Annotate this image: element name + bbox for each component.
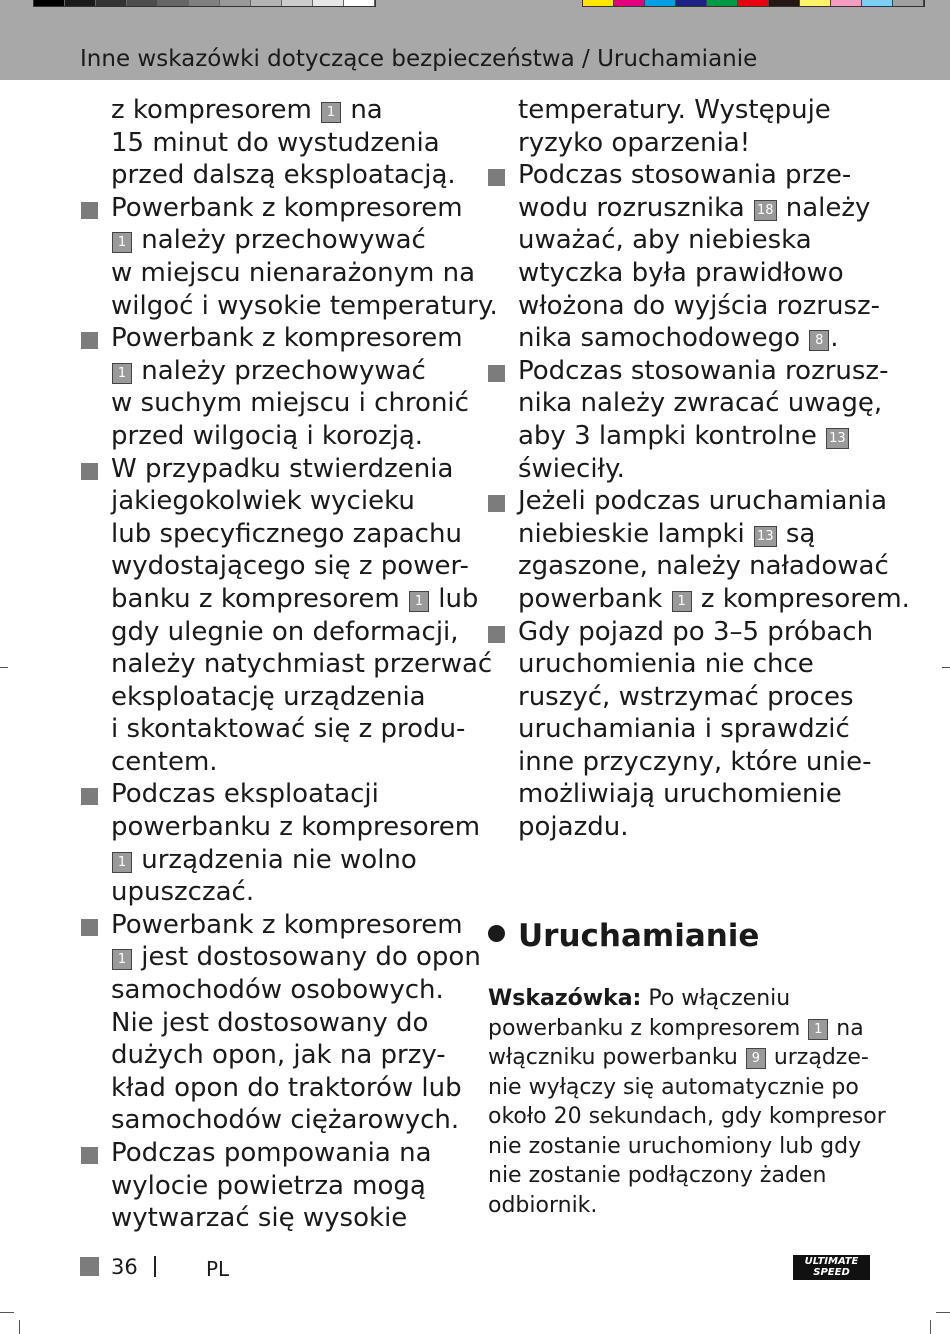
text-line bbox=[111, 909, 475, 942]
text-run: kład opon do traktorów lub bbox=[111, 1072, 462, 1103]
color-swatch bbox=[707, 0, 738, 6]
color-swatch bbox=[893, 0, 924, 6]
text-run: inne przyczyny, które unie- bbox=[518, 746, 872, 777]
right-text-column bbox=[487, 94, 910, 844]
text-line bbox=[518, 420, 882, 453]
text-line bbox=[518, 485, 888, 518]
page-number: 36 bbox=[111, 1255, 138, 1279]
text-run: zgaszone, należy naładować bbox=[518, 551, 889, 582]
brand-logo-line2: SPEED bbox=[813, 1267, 850, 1278]
text-line bbox=[111, 1007, 475, 1040]
color-calibration-bar bbox=[582, 0, 925, 7]
text-line bbox=[111, 811, 481, 844]
part-number-ref: 1 bbox=[112, 232, 132, 253]
text-line bbox=[518, 811, 882, 844]
text-run: nie wyłączy się automatycznie po bbox=[488, 1074, 859, 1100]
text-run: temperatury. Występuje bbox=[518, 95, 831, 125]
note-label: Wskazówka: bbox=[488, 986, 642, 1011]
text-line bbox=[518, 257, 882, 290]
text-line bbox=[111, 876, 475, 909]
text-run: wylocie powietrza mogą bbox=[111, 1170, 426, 1201]
text-run: Nie jest dostosowany do bbox=[111, 1007, 429, 1038]
text-line bbox=[111, 941, 481, 974]
text-run: jakiegokolwiek wycieku bbox=[111, 486, 415, 517]
text-run: 15 minut do wystudzenia bbox=[111, 127, 440, 158]
text-line bbox=[518, 518, 882, 551]
text-run: włączniku powerbanku bbox=[488, 1045, 745, 1070]
text-run: Gdy pojazd po 3–5 próbach bbox=[518, 616, 874, 647]
text-run: należy natychmiast przerwać bbox=[111, 649, 493, 680]
text-line bbox=[111, 648, 493, 681]
text-line bbox=[111, 224, 475, 257]
color-swatch bbox=[769, 0, 800, 6]
bullet-item bbox=[80, 1137, 475, 1235]
text-line bbox=[518, 746, 882, 779]
text-line bbox=[111, 844, 475, 877]
bullet-item bbox=[80, 192, 498, 322]
gray-swatch bbox=[189, 0, 220, 6]
text-line bbox=[518, 713, 882, 746]
text-run: nika samochodowego bbox=[518, 323, 809, 354]
text-run: na bbox=[829, 1015, 864, 1041]
text-run: nie zostanie uruchomiony lub gdy bbox=[488, 1133, 862, 1159]
text-line bbox=[111, 518, 475, 551]
text-line bbox=[111, 550, 475, 583]
crop-mark bbox=[19, 1320, 20, 1334]
text-run: Podczas pompowania na bbox=[111, 1138, 432, 1168]
page-header-title: Inne wskazówki dotyczące bezpieczeństwa / Uruchamianie bbox=[80, 46, 758, 72]
text-line bbox=[111, 1072, 475, 1105]
text-run: należy przechowywać bbox=[133, 225, 426, 256]
part-number-ref: 1 bbox=[409, 591, 429, 612]
text-run: upuszczać. bbox=[111, 877, 255, 908]
text-line bbox=[518, 159, 882, 192]
text-run: świeciły. bbox=[518, 453, 625, 484]
text-run: z kompresorem. bbox=[692, 583, 910, 614]
text-line bbox=[518, 94, 882, 127]
grayscale-calibration-bar bbox=[33, 0, 376, 7]
text-run: należy przechowywać bbox=[133, 355, 426, 386]
text-run: ruszyć, wstrzymać proces bbox=[518, 681, 854, 712]
text-run: Jeżeli podczas uruchamiania bbox=[518, 486, 888, 517]
text-run: powerbanku z kompresorem bbox=[111, 812, 481, 843]
text-line bbox=[111, 355, 475, 388]
text-run: w suchym miejscu i chronić bbox=[111, 388, 469, 419]
text-line bbox=[111, 192, 475, 225]
text-run: Podczas stosowania rozrusz- bbox=[518, 355, 889, 386]
text-run: na bbox=[342, 95, 383, 125]
bullet-item bbox=[80, 322, 475, 452]
text-run: aby 3 lampki kontrolne bbox=[518, 420, 826, 451]
text-run: wytwarzać się wysokie bbox=[111, 1203, 408, 1234]
bullet-item bbox=[487, 159, 882, 355]
text-line bbox=[111, 387, 475, 420]
text-run: uruchamiania i sprawdzić bbox=[518, 714, 850, 745]
text-run: pojazdu. bbox=[518, 812, 629, 843]
text-run: i skontaktować się z produ- bbox=[111, 714, 466, 745]
text-line bbox=[518, 224, 882, 257]
color-swatch bbox=[831, 0, 862, 6]
text-line bbox=[111, 583, 479, 616]
gray-swatch bbox=[158, 0, 189, 6]
text-run: Podczas stosowania prze- bbox=[518, 160, 852, 191]
part-number-ref: 1 bbox=[112, 363, 132, 384]
text-run: wydostającego się z power- bbox=[111, 551, 469, 582]
part-number-ref: 18 bbox=[754, 200, 777, 221]
text-run: powerbanku z kompresorem bbox=[488, 1015, 808, 1041]
text-line bbox=[111, 1039, 475, 1072]
bullet-item bbox=[80, 909, 481, 1137]
text-run: uruchomienia nie chce bbox=[518, 649, 814, 680]
text-line bbox=[518, 550, 889, 583]
bullet-item bbox=[487, 355, 889, 485]
text-line bbox=[111, 1202, 475, 1235]
gray-swatch bbox=[220, 0, 251, 6]
text-run: samochodów ciężarowych. bbox=[111, 1105, 460, 1136]
text-run: jest dostosowany do opon bbox=[133, 942, 481, 973]
gray-swatch bbox=[96, 0, 127, 6]
color-swatch bbox=[583, 0, 614, 6]
gray-swatch bbox=[313, 0, 344, 6]
text-line bbox=[111, 746, 475, 779]
text-line bbox=[518, 778, 882, 811]
text-line bbox=[111, 94, 475, 127]
crop-mark bbox=[936, 1312, 950, 1313]
crop-mark bbox=[942, 667, 950, 668]
note-paragraph bbox=[488, 984, 886, 1220]
crop-mark bbox=[0, 1312, 14, 1313]
color-swatch bbox=[645, 0, 676, 6]
part-number-ref: 1 bbox=[672, 591, 692, 612]
text-line bbox=[518, 127, 882, 160]
text-run: Powerbank z kompresorem bbox=[111, 192, 463, 223]
text-run: wodu rozrusznika bbox=[518, 192, 753, 223]
text-line bbox=[518, 681, 882, 714]
bullet-dot-icon bbox=[488, 925, 505, 942]
gray-swatch bbox=[251, 0, 282, 6]
text-line bbox=[488, 1191, 883, 1221]
text-line bbox=[111, 778, 475, 811]
part-number-ref: 9 bbox=[746, 1048, 766, 1069]
text-run: centem. bbox=[111, 746, 218, 777]
bullet-item bbox=[80, 778, 481, 908]
crop-mark bbox=[0, 667, 8, 668]
part-number-ref: 13 bbox=[754, 526, 777, 547]
text-line bbox=[111, 322, 475, 355]
text-run: samochodów osobowych. bbox=[111, 975, 444, 1006]
language-code: PL bbox=[206, 1257, 230, 1281]
text-line bbox=[111, 127, 475, 160]
left-text-column bbox=[80, 94, 498, 1235]
text-run: włożona do wyjścia rozrusz- bbox=[518, 290, 881, 321]
text-run: wilgoć i wysokie temperatury. bbox=[111, 290, 498, 321]
gray-swatch bbox=[282, 0, 313, 6]
bullet-item bbox=[487, 616, 882, 844]
text-line bbox=[488, 1132, 883, 1162]
brand-logo bbox=[793, 1255, 870, 1280]
part-number-ref: 13 bbox=[826, 428, 849, 449]
text-line bbox=[111, 974, 475, 1007]
text-line bbox=[488, 984, 883, 1014]
part-number-ref: 1 bbox=[112, 852, 132, 873]
text-run: w miejscu nienarażonym na bbox=[111, 257, 476, 288]
section-heading bbox=[488, 918, 759, 954]
text-run: gdy ulegnie on deformacji, bbox=[111, 616, 459, 647]
text-run: . bbox=[830, 323, 839, 354]
part-number-ref: 8 bbox=[809, 330, 829, 351]
text-line bbox=[111, 257, 475, 290]
footer-separator bbox=[154, 1256, 156, 1277]
text-line bbox=[488, 1014, 883, 1044]
text-run: urządze- bbox=[766, 1045, 869, 1070]
text-line bbox=[111, 420, 475, 453]
text-line bbox=[111, 681, 475, 714]
text-run: nika należy zwracać uwagę, bbox=[518, 388, 883, 419]
text-line bbox=[518, 322, 882, 355]
section-heading-text: Uruchamianie bbox=[518, 918, 760, 954]
text-run: niebieskie lampki bbox=[518, 518, 754, 549]
text-run: uważać, aby niebieska bbox=[518, 225, 812, 256]
text-run: Po włączeniu bbox=[641, 986, 791, 1011]
brand-logo-line1: ULTIMATE bbox=[804, 1256, 859, 1267]
text-line bbox=[111, 453, 475, 486]
text-run: urządzenia nie wolno bbox=[133, 844, 417, 875]
text-line bbox=[518, 192, 882, 225]
color-swatch bbox=[862, 0, 893, 6]
text-run: są bbox=[777, 518, 816, 549]
text-line bbox=[111, 713, 475, 746]
part-number-ref: 1 bbox=[808, 1019, 828, 1040]
text-line bbox=[518, 453, 882, 486]
text-line bbox=[488, 1043, 883, 1073]
text-line bbox=[518, 648, 882, 681]
text-run: dużych opon, jak na przy- bbox=[111, 1040, 446, 1071]
continuation-paragraph bbox=[80, 94, 475, 192]
gray-swatch bbox=[127, 0, 158, 6]
gray-swatch bbox=[65, 0, 96, 6]
color-swatch bbox=[800, 0, 831, 6]
text-line bbox=[111, 485, 475, 518]
text-run: Podczas eksploatacji bbox=[111, 779, 379, 810]
text-run: lub specyficznego zapachu bbox=[111, 518, 462, 549]
text-run: banku z kompresorem bbox=[111, 583, 408, 614]
text-line bbox=[518, 616, 882, 649]
continuation-paragraph bbox=[487, 94, 882, 159]
text-line bbox=[518, 583, 910, 616]
text-run: Powerbank z kompresorem bbox=[111, 909, 463, 940]
text-line bbox=[111, 290, 498, 323]
text-run: Powerbank z kompresorem bbox=[111, 323, 463, 354]
footer-square-icon bbox=[80, 1257, 99, 1276]
color-swatch bbox=[738, 0, 769, 6]
text-run: W przypadku stwierdzenia bbox=[111, 453, 454, 484]
text-line bbox=[488, 1073, 883, 1103]
crop-mark bbox=[930, 1320, 931, 1334]
gray-swatch bbox=[344, 0, 375, 6]
text-run: odbiornik. bbox=[488, 1192, 598, 1218]
text-run: wtyczka była prawidłowo bbox=[518, 257, 844, 288]
header-band bbox=[0, 0, 950, 80]
text-line bbox=[518, 387, 882, 420]
text-run: przed wilgocią i korozją. bbox=[111, 420, 424, 451]
text-run: lub bbox=[429, 583, 479, 614]
text-line bbox=[488, 1102, 886, 1132]
part-number-ref: 1 bbox=[112, 949, 132, 970]
text-run: ryzyko oparzenia! bbox=[518, 127, 751, 158]
text-line bbox=[111, 1137, 475, 1170]
gray-swatch bbox=[34, 0, 65, 6]
part-number-ref: 1 bbox=[321, 102, 341, 123]
text-line bbox=[111, 1170, 475, 1203]
bullet-item bbox=[80, 453, 493, 779]
color-swatch bbox=[614, 0, 645, 6]
text-line bbox=[518, 355, 889, 388]
text-run: możliwiają uruchomienie bbox=[518, 779, 842, 810]
text-run: należy bbox=[777, 192, 871, 223]
color-swatch bbox=[676, 0, 707, 6]
text-run: eksploatację urządzenia bbox=[111, 681, 426, 712]
text-line bbox=[518, 290, 882, 323]
text-line bbox=[111, 616, 475, 649]
text-line bbox=[111, 1104, 475, 1137]
text-line bbox=[488, 1161, 883, 1191]
bullet-item bbox=[487, 485, 910, 615]
text-run: powerbank bbox=[518, 583, 671, 614]
text-run: około 20 sekundach, gdy kompresor bbox=[488, 1104, 886, 1129]
text-run: nie zostanie podłączony żaden bbox=[488, 1163, 827, 1188]
text-line bbox=[111, 159, 475, 192]
text-run: z kompresorem bbox=[111, 95, 321, 125]
text-run: przed dalszą eksploatacją. bbox=[111, 160, 456, 191]
